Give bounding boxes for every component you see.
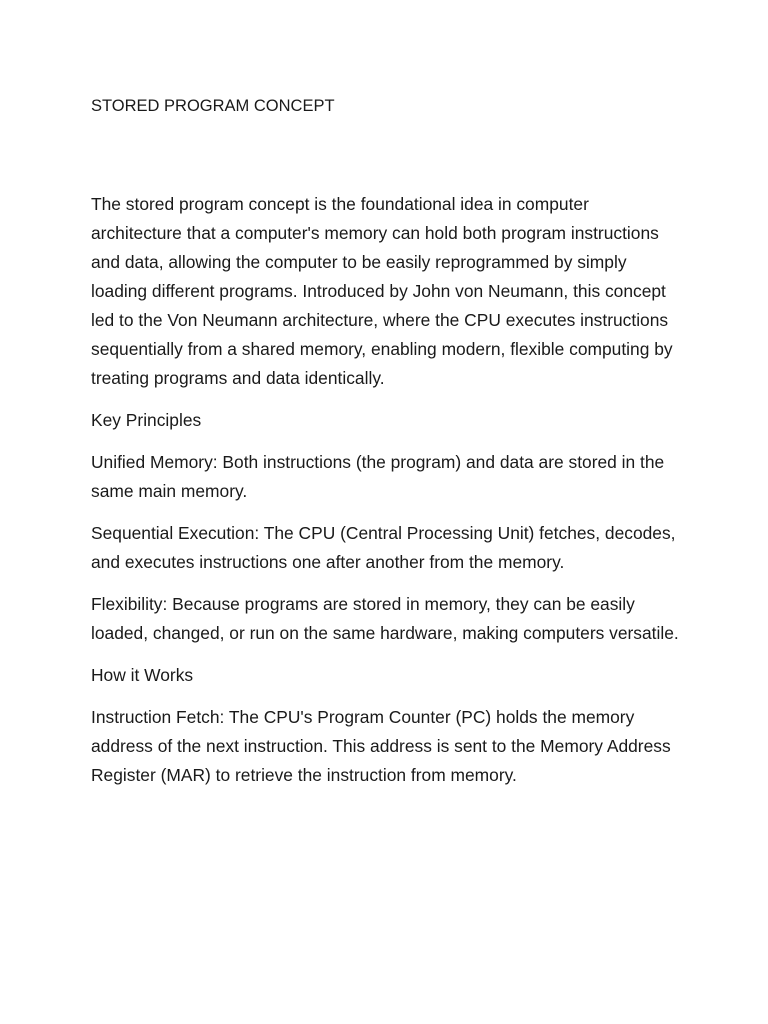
intro-paragraph: The stored program concept is the foundational idea in computer architecture that a computer's memory can hold both program instructions and data, allowing the computer to be easily reprogrammed by simply loading different programs. Introduced by John von Neumann, this concept led to the Von Neumann architecture, where the CPU executes instructions sequentially from a shared memory, enabling modern, flexible computing by treating programs and data identically. bbox=[91, 194, 673, 388]
step-instruction-fetch: Instruction Fetch: The CPU's Program Counter (PC) holds the memory address of the next instruction. This address is sent to the Memory Address Register (MAR) to retrieve the instruction from memory. bbox=[91, 707, 671, 785]
document-title: STORED PROGRAM CONCEPT bbox=[91, 97, 335, 115]
principle-sequential-execution: Sequential Execution: The CPU (Central Processing Unit) fetches, decodes, and executes instructions one after another from the memory. bbox=[91, 523, 676, 572]
principle-flexibility: Flexibility: Because programs are stored in memory, they can be easily loaded, changed, or run on the same hardware, making computers versatile. bbox=[91, 594, 679, 643]
principle-unified-memory: Unified Memory: Both instructions (the program) and data are stored in the same main memory. bbox=[91, 452, 665, 501]
section-heading-how-it-works: How it Works bbox=[91, 665, 194, 685]
section-heading-key-principles: Key Principles bbox=[91, 410, 202, 430]
